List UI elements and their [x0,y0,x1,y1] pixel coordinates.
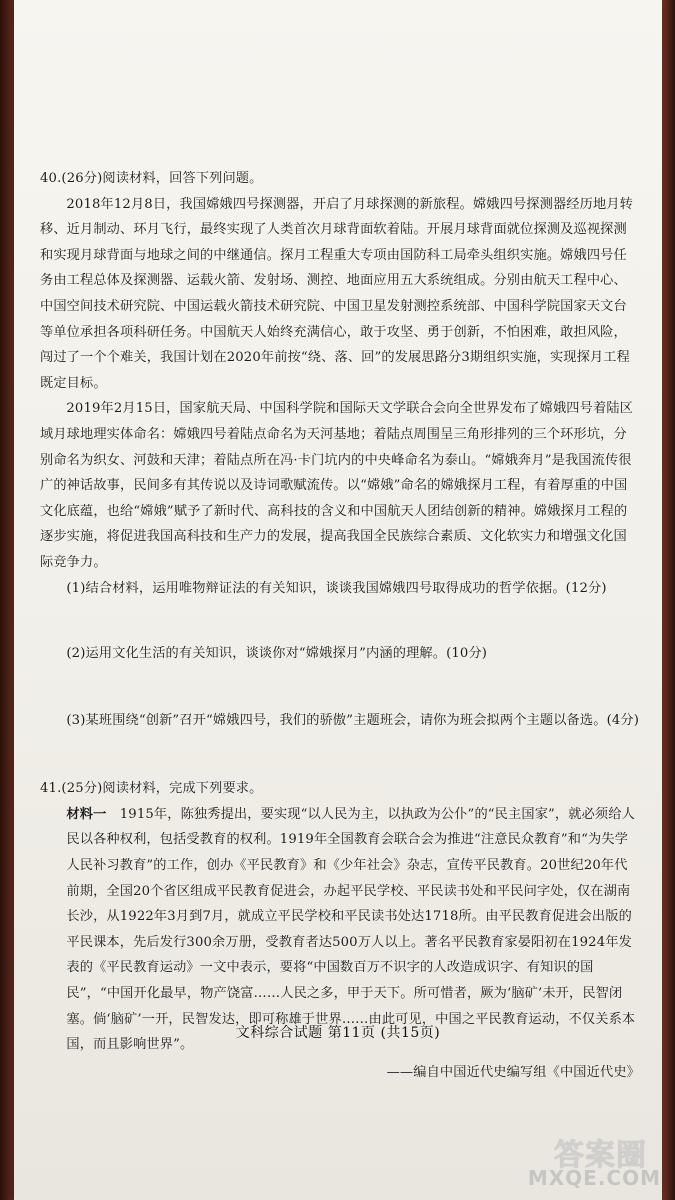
material-text: 1915年，陈独秀提出，要实现“以人民为主，以执政为公仆”的“民主国家”，就必须给人民以各种权利，包括受教育的权利。1919年全国教育会联合会为推进“注意民众教育”和“为失学人民补习教育”的工作，创办《平民教育》和《少年社会》杂志，宣传平民教育。20世纪20年代前期，全国20个省区组成平民教育促进会，办起平民学校、平民读书处和平民问字处，仅在湖南长沙，从1922年3月到7月，就成立平民学校和平民读书处达1718所。由平民教育促进会出版的平民课本，先后发行300余万册，受教育者达500万人以上。著名平民教育家晏阳初在1924年发表的《平民教育运动》一文中表示，要将“中国数百万不识字的人改造成识字、有知识的国民”，“中国开化最早，物产饶富……人民之多，甲于天下。所可惜者，厥为‘脑矿’未开，民智闭塞。倘‘脑矿’一开，民智发达，即可称雄于世界……由此可见，中国之平民教育运动，不仅关系本国，而且影响世界”。 [66,806,636,1053]
q40-material-paragraph-1: 2018年12月8日，我国嫦娥四号探测器，开启了月球探测的新旅程。嫦娥四号探测器经历地月转移、近月制动、环月飞行，最终实现了人类首次月球背面软着陆。开展月球背面就位探测及巡视探测和实现月球背面与地球之间的中继通信。探月工程重大专项由国防科工局牵头组织实施。嫦娥四号任务由工程总体及探测器、运载火箭、发射场、测控、地面应用五大系统组成。分别由航天工程中心、中国空间技术研究院、中国运载火箭技术研究院、中国卫星发射测控系统部、中国科学院国家天文台等单位承担各项科研任务。中国航天人始终充满信心，敢于攻坚、勇于创新，不怕困难，敢担风险，闯过了一个个难关，我国计划在2020年前按“绕、落、回”的发展思路分3期组织实施，实现探月工程既定目标。 [40,196,633,391]
answer-space [40,601,640,641]
page-footer: 文科综合试题 第11页 (共15页) [235,1025,441,1041]
q41-heading: 41.(25分)阅读材料，完成下列要求。 [40,781,263,797]
exam-paper [14,0,662,1200]
q40-subquestion-3: (3)某班围绕“创新”召开“嫦娥四号，我们的骄傲”主题班会，请你为班会拟两个主题以备选。(4分) [66,712,640,728]
watermark-bottom-text: MXQE.COM [527,1166,661,1190]
watermark-top-text: 答案圈 [554,1138,647,1173]
photo-right-edge [661,0,675,1200]
watermark-logo [525,1130,665,1192]
answer-space [40,733,640,776]
q40-heading: 40.(26分)阅读材料，回答下列问题。 [40,171,263,186]
q40-subquestion-2: (2)运用文化生活的有关知识，谈谈你对“嫦娥探月”内涵的理解。(10分) [66,646,488,662]
q41-source: ——编自中国近代史编写组《中国近代史》 [386,1064,640,1080]
page-content [40,166,640,1085]
q41-material-1 [40,802,640,1058]
material-label: 材料一 [66,806,107,822]
q40-material-paragraph-2: 2019年2月15日，国家航天局、中国科学院和国际天文学联合会向全世界发布了嫦娥四号着陆区域月球地理实体命名：嫦娥四号着陆点命名为天河基地；着陆点周围呈三角形排列的三个环形坑，分别命名为织女、河鼓和天津；着陆点所在冯·卡门坑内的中央峰命名为泰山。“嫦娥奔月”是我国流传很广的神话故事，民间多有其传说以及诗词歌赋流传。以“嫦娥”命名的嫦娥探月工程，有着厚重的中国文化底蕴，也给“嫦娥”赋予了新时代、高科技的含义和中国航天人团结创新的精神。嫦娥探月工程的逐步实施，将促进我国高科技和生产力的发展，提高我国全民族综合素质、文化软实力和增强文化国际竞争力。 [40,401,633,570]
answer-space [40,667,640,708]
q40-subquestion-1: (1)结合材料，运用唯物辩证法的有关知识，谈谈我国嫦娥四号取得成功的哲学依据。(12分) [66,580,607,596]
